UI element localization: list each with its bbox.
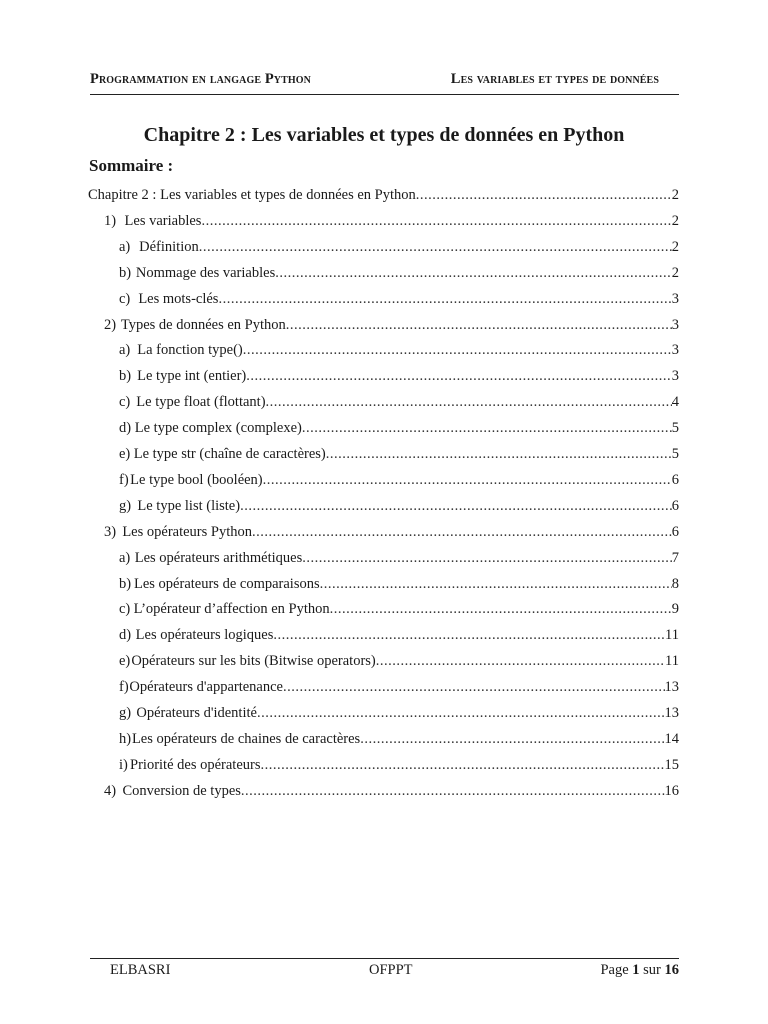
page-footer: [90, 958, 679, 983]
toc-entry-title: Chapitre 2 : Les variables et types de données en Python: [88, 187, 416, 203]
toc-entry[interactable]: [119, 650, 679, 672]
toc-entry-page: 6: [671, 471, 679, 488]
toc-entry-number: 4): [104, 782, 117, 799]
toc-dot-leader: [416, 184, 672, 206]
toc-entry-page: 13: [664, 705, 679, 721]
toc-entry[interactable]: [119, 339, 679, 361]
toc-entry-title: Types de données en Python: [120, 316, 286, 333]
toc-entry[interactable]: [88, 184, 679, 206]
toc-entry-number: g): [119, 705, 132, 721]
toc-entry-title: Le type float (flottant): [136, 394, 266, 411]
toc-entry[interactable]: [104, 780, 679, 802]
toc-entry[interactable]: [119, 288, 679, 310]
toc-entry-page: 14: [664, 730, 679, 747]
toc-entry-number: a): [119, 238, 131, 255]
toc-entry[interactable]: [119, 728, 679, 750]
toc-entry-number: d): [119, 420, 132, 437]
toc-entry[interactable]: [119, 417, 679, 439]
toc-entry-number: e): [119, 446, 131, 462]
toc-dot-leader: [283, 676, 665, 698]
toc-entry-page: 3: [671, 290, 679, 307]
toc-dot-leader: [201, 210, 671, 232]
toc-entry-page: 11: [665, 627, 679, 644]
toc-dot-leader: [252, 521, 672, 543]
toc-entry-title: Conversion de types: [122, 782, 241, 799]
toc-entry-title: Le type str (chaîne de caractères): [133, 446, 326, 462]
footer-page-number: [600, 962, 679, 979]
toc-entry-title: Les variables: [124, 212, 202, 229]
toc-entry-title: Définition: [139, 238, 199, 255]
toc-entry-title: Les opérateurs arithmétiques: [134, 549, 303, 566]
toc-dot-leader: [376, 650, 665, 672]
toc-entry-title: Le type int (entier): [137, 368, 247, 385]
footer-author: ELBASRI: [110, 962, 171, 978]
footer-organization: OFPPT: [369, 962, 413, 978]
toc-dot-leader: [302, 417, 672, 439]
toc-entry-page: 6: [671, 497, 679, 514]
toc-entry-number: 2): [104, 316, 117, 333]
toc-entry-page: 15: [664, 756, 679, 773]
toc-entry-number: a): [119, 342, 131, 359]
toc-entry-page: 2: [671, 187, 679, 203]
toc-entry[interactable]: [119, 262, 679, 284]
toc-dot-leader: [320, 573, 672, 595]
toc-entry-title: Nommage des variables: [135, 264, 276, 281]
toc-entry-page: 2: [671, 264, 679, 281]
toc-dot-leader: [360, 728, 664, 750]
toc-entry-number: d): [119, 627, 132, 644]
toc-entry-number: f): [119, 471, 129, 488]
toc-dot-leader: [330, 598, 672, 620]
toc-entry-page: 5: [671, 446, 679, 462]
toc-dot-leader: [246, 365, 672, 387]
toc-entry-page: 7: [671, 549, 679, 566]
toc-entry[interactable]: [119, 443, 679, 465]
toc-dot-leader: [263, 469, 672, 491]
header-course-title: Programmation en langage Python: [90, 71, 311, 87]
toc-entry-page: 8: [671, 575, 679, 592]
toc-dot-leader: [243, 339, 672, 361]
toc-entry-title: Les mots-clés: [138, 290, 219, 307]
toc-entry[interactable]: [119, 547, 679, 569]
toc-entry-number: b): [119, 264, 132, 281]
toc-entry-title: Opérateurs d'appartenance: [129, 679, 283, 696]
toc-dot-leader: [257, 702, 665, 724]
toc-dot-leader: [218, 288, 671, 310]
toc-dot-leader: [275, 262, 672, 284]
toc-entry[interactable]: [119, 391, 679, 413]
toc-dot-leader: [199, 236, 672, 258]
toc-entry-page: 5: [671, 420, 679, 437]
toc-entry-page: 2: [671, 212, 679, 229]
toc-entry-page: 9: [671, 601, 679, 618]
toc-entry-page: 13: [664, 679, 679, 696]
toc-entry[interactable]: [119, 236, 679, 258]
toc-entry-number: h): [119, 730, 132, 747]
toc-entry-number: 1): [104, 212, 117, 229]
current-page: 1: [632, 962, 640, 978]
toc-entry[interactable]: [119, 624, 679, 646]
toc-dot-leader: [241, 780, 665, 802]
toc-dot-leader: [261, 754, 665, 776]
page-separator: sur: [643, 962, 661, 978]
toc-entry-title: Les opérateurs de comparaisons: [134, 575, 320, 592]
toc-dot-leader: [286, 314, 672, 336]
toc-dot-leader: [326, 443, 672, 465]
toc-entry[interactable]: [119, 702, 679, 724]
toc-entry[interactable]: [104, 521, 679, 543]
toc-entry-title: Opérateurs sur les bits (Bitwise operators): [131, 653, 376, 670]
toc-entry-number: b): [119, 575, 132, 592]
header-chapter-title: Les variables et types de données: [450, 71, 659, 87]
toc-entry-page: 3: [671, 316, 679, 333]
toc-entry[interactable]: [104, 210, 679, 232]
toc-entry[interactable]: [119, 365, 679, 387]
toc-entry-title: La fonction type(): [137, 342, 243, 359]
toc-entry-number: 3): [104, 523, 117, 540]
toc-entry-page: 2: [671, 238, 679, 255]
toc-entry-page: 3: [671, 342, 679, 359]
toc-entry[interactable]: [119, 495, 679, 517]
toc-entry-number: f): [119, 679, 129, 696]
toc-entry[interactable]: [119, 754, 679, 776]
toc-entry-title: Le type list (liste): [137, 497, 241, 514]
toc-entry[interactable]: [119, 469, 679, 491]
toc-dot-leader: [240, 495, 672, 517]
toc-dot-leader: [273, 624, 665, 646]
toc-entry[interactable]: [119, 598, 679, 620]
toc-entry[interactable]: [104, 314, 679, 336]
page-title: Chapitre 2 : Les variables et types de données en Python: [143, 124, 625, 146]
page-label: Page: [600, 962, 629, 978]
toc-dot-leader: [266, 391, 672, 413]
toc-entry-title: Le type complex (complexe): [134, 420, 302, 437]
total-pages: 16: [664, 962, 679, 978]
toc-entry-title: L’opérateur d’affection en Python: [133, 601, 330, 618]
toc-entry-number: g): [119, 497, 132, 514]
toc-entry-page: 4: [671, 394, 679, 411]
toc-entry-page: 16: [664, 782, 679, 799]
toc-entry-title: Les opérateurs de chaines de caractères: [131, 730, 361, 747]
toc-entry-title: Priorité des opérateurs: [130, 756, 261, 773]
toc-entry[interactable]: [119, 573, 679, 595]
toc-entry-page: 11: [665, 653, 679, 670]
toc-entry-number: c): [119, 290, 131, 307]
toc-entry-number: c): [119, 601, 131, 618]
toc-entry-number: a): [119, 549, 131, 566]
summary-heading: Sommaire :: [89, 156, 174, 175]
toc-entry[interactable]: [119, 676, 679, 698]
toc-entry-number: b): [119, 368, 132, 385]
toc-entry-title: Le type bool (booléen): [130, 471, 263, 488]
toc-entry-title: Opérateurs d'identité: [136, 705, 257, 721]
toc-entry-number: c): [119, 394, 131, 411]
toc-entry-title: Les opérateurs logiques: [135, 627, 274, 644]
page-header: [90, 64, 679, 95]
toc-entry-title: Les opérateurs Python: [122, 523, 252, 540]
toc-entry-page: 3: [671, 368, 679, 385]
toc-entry-page: 6: [671, 523, 679, 540]
toc-entry-number: e): [119, 653, 131, 670]
toc-entry-number: i): [119, 756, 128, 773]
toc-dot-leader: [302, 547, 672, 569]
